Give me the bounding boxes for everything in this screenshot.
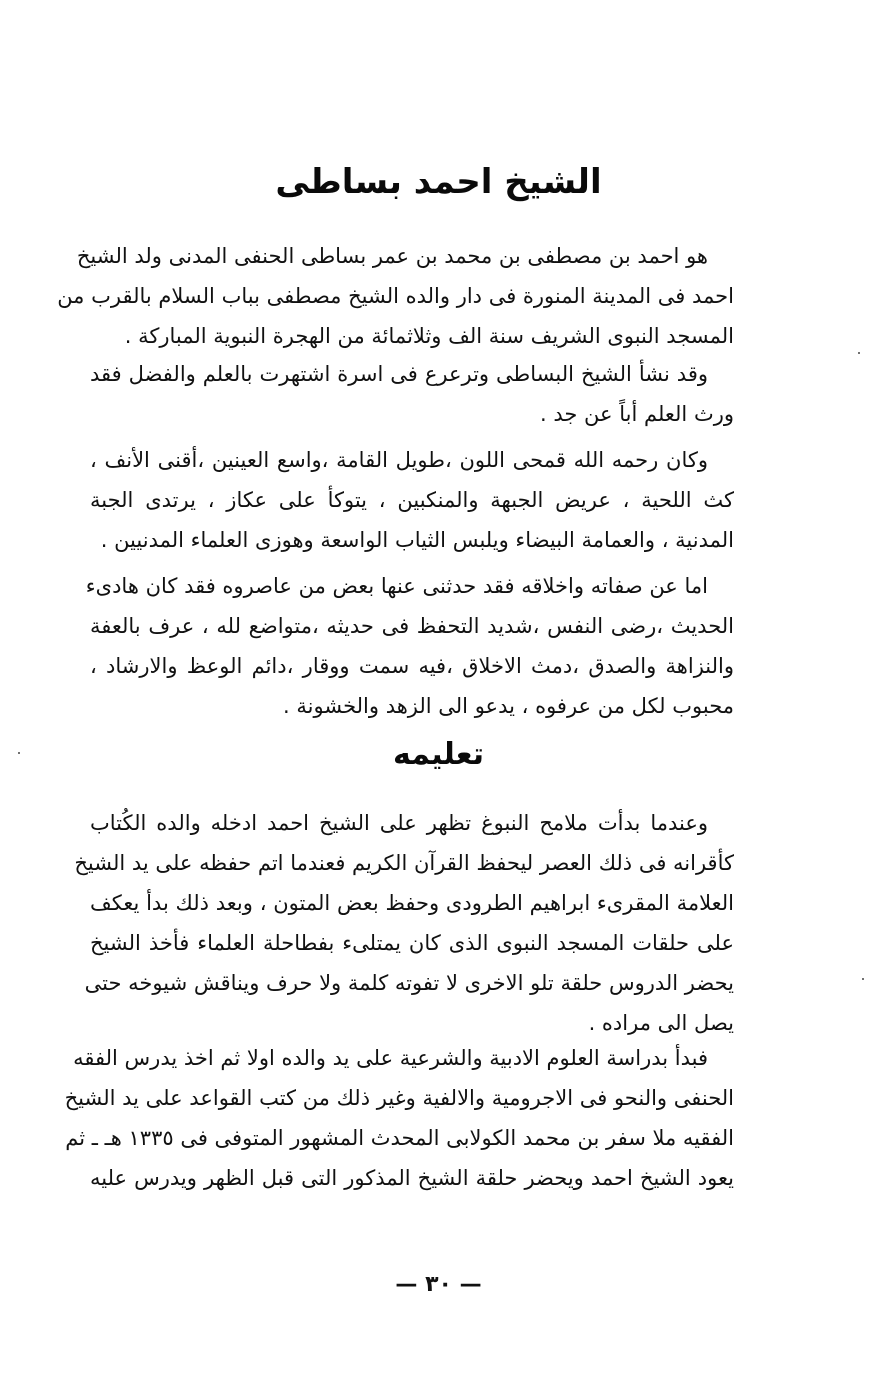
text-line: على حلقات المسجد النبوى الذى كان يمتلىء بفطاحلة العلماء فأخذ الشيخ xyxy=(90,931,734,955)
text-line: الحديث ،رضى النفس ،شديد التحفظ فى حديثه ،متواضع لله ، عرف بالعفة xyxy=(90,614,734,638)
paragraph-upbringing xyxy=(90,354,734,434)
text-line: الحنفى والنحو فى الاجرومية والالفية وغير ذلك من كتب القواعد على يد الشيخ xyxy=(64,1086,734,1110)
text-line: احمد فى المدينة المنورة فى دار والده الشيخ مصطفى بباب السلام بالقرب من xyxy=(57,284,734,308)
text-line: المدنية ، والعمامة البيضاء ويلبس الثياب الواسعة وهوزى العلماء المدنيين . xyxy=(100,528,734,552)
scan-speck xyxy=(862,978,864,980)
text-line: الفقيه ملا سفر بن محمد الكولابى المحدث المشهور المتوفى فى ١٣٣٥ هـ ـ ثم xyxy=(65,1126,734,1150)
text-line: اما عن صفاته واخلاقه فقد حدثنى عنها بعض من عاصروه فقد كان هادىء xyxy=(85,574,708,598)
text-line: ورث العلم أباً عن جد . xyxy=(540,402,734,426)
text-line: محبوب لكل من عرفوه ، يدعو الى الزهد والخشونة . xyxy=(283,694,734,718)
scan-speck xyxy=(18,752,20,754)
text-line: وعندما بدأت ملامح النبوغ تظهر على الشيخ احمد ادخله والده الكُتاب xyxy=(90,811,708,835)
paragraph-birth xyxy=(57,236,734,356)
page-title: الشيخ احمد بساطى xyxy=(275,162,602,202)
text-line: كأقرانه فى ذلك العصر ليحفظ القرآن الكريم فعندما اتم حفظه على يد الشيخ xyxy=(74,851,734,875)
paragraph-education-start xyxy=(74,803,734,1043)
text-line: فبدأ بدراسة العلوم الادبية والشرعية على يد والده اولا ثم اخذ يدرس الفقه xyxy=(73,1046,708,1070)
text-line: والنزاهة والصدق ،دمث الاخلاق ،فيه سمت ووقار ،دائم الوعظ والارشاد ، xyxy=(90,654,734,678)
text-line: يصل الى مراده . xyxy=(588,1011,734,1035)
scan-speck xyxy=(858,352,860,354)
text-line: المسجد النبوى الشريف سنة الف وثلاثمائة من الهجرة النبوية المباركة . xyxy=(124,324,734,348)
text-line: يعود الشيخ احمد ويحضر حلقة الشيخ المذكور التى قبل الظهر ويدرس عليه xyxy=(90,1166,734,1190)
text-line: وقد نشأ الشيخ البساطى وترعرع فى اسرة اشتهرت بالعلم والفضل فقد xyxy=(90,362,708,386)
text-line: العلامة المقرىء ابراهيم الطرودى وحفظ بعض المتون ، وبعد ذلك بدأ يعكف xyxy=(90,891,734,915)
paragraph-studies xyxy=(64,1038,734,1198)
paragraph-character xyxy=(85,566,734,726)
text-line: هو احمد بن مصطفى بن محمد بن عمر بساطى الحنفى المدنى ولد الشيخ xyxy=(76,244,708,268)
paragraph-appearance xyxy=(90,440,734,560)
text-line: وكان رحمه الله قمحى اللون ،طويل القامة ،واسع العينين ،أقنى الأنف ، xyxy=(90,448,708,472)
section-title: تعليمه xyxy=(393,737,484,772)
text-line: كث اللحية ، عريض الجبهة والمنكبين ، يتوكأ على عكاز ، يرتدى الجبة xyxy=(90,488,734,512)
page-number: — ٣٠ — xyxy=(395,1272,482,1297)
text-line: يحضر الدروس حلقة تلو الاخرى لا تفوته كلمة ولا حرف ويناقش شيوخه حتى xyxy=(84,971,734,995)
